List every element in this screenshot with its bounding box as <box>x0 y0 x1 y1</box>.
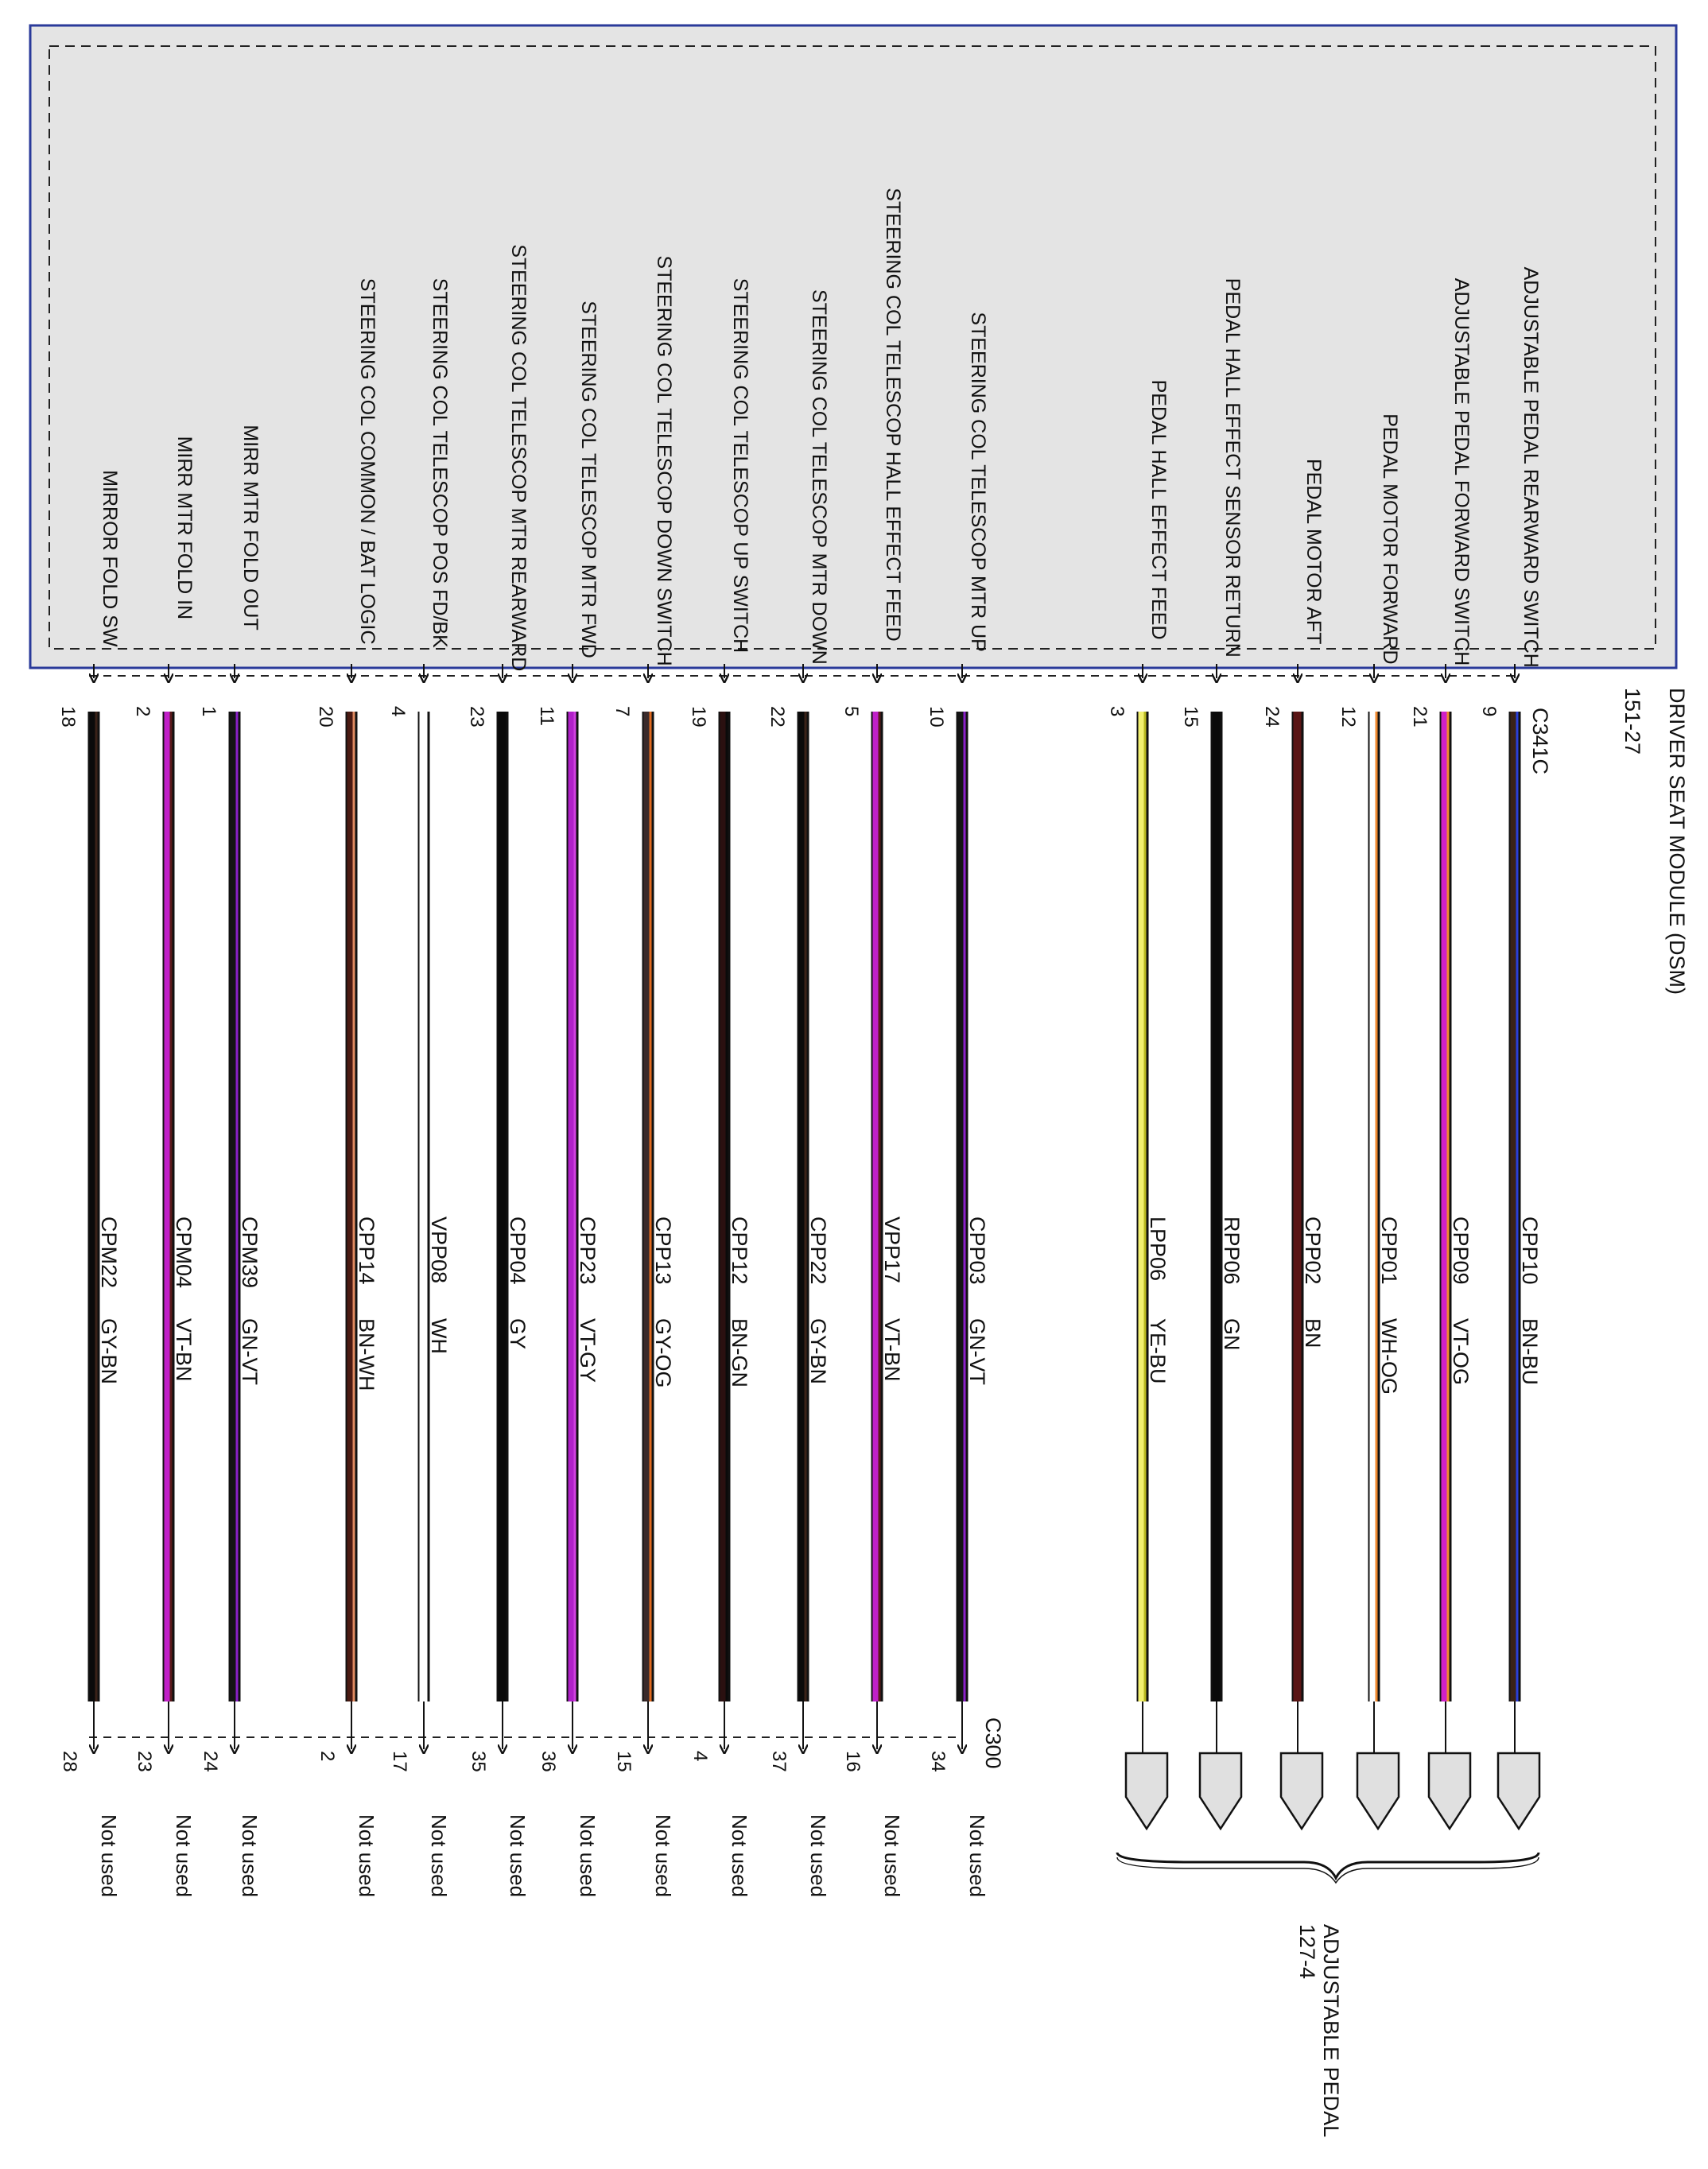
wire-pin-group <box>1180 706 1201 728</box>
wire-c300-pin: 23 <box>134 1751 155 1772</box>
wire-c300-pin-group <box>389 1751 410 1772</box>
wire-color: VT-GY <box>576 1318 600 1383</box>
wire-status: Not used <box>806 1814 830 1898</box>
wire-pin-group <box>1478 706 1500 716</box>
wire-code: CPM39 <box>238 1216 262 1289</box>
wire-code: VPP17 <box>880 1216 904 1284</box>
wire-color: GN-VT <box>238 1318 262 1385</box>
wire-label: PEDAL HALL EFFECT FEED <box>1147 379 1170 640</box>
wire-c300-pin: 4 <box>689 1751 711 1762</box>
wire-label-group <box>173 437 196 620</box>
wire-color-group <box>172 1318 196 1382</box>
wire-color: BN-WH <box>355 1318 378 1391</box>
wire-pin-group <box>926 706 947 728</box>
wire-label-group <box>239 425 262 630</box>
wire-code: CPP12 <box>728 1216 751 1285</box>
wire-status-group <box>238 1814 262 1897</box>
wire-status-group <box>172 1814 196 1897</box>
wire-code-group <box>1220 1216 1244 1285</box>
wire-pin: 1 <box>198 706 219 717</box>
wire-pin-group <box>767 706 788 728</box>
wire-color-group <box>427 1318 451 1354</box>
wire-pin: 3 <box>1106 706 1128 717</box>
wire-status-group <box>806 1814 830 1897</box>
wire-color: GY-OG <box>651 1318 675 1388</box>
wire-label-group <box>429 278 451 648</box>
wire-pin: 10 <box>926 706 947 728</box>
wire-status: Not used <box>172 1814 196 1898</box>
wire-color: BN-BU <box>1518 1318 1542 1386</box>
wire-label-group <box>577 301 600 658</box>
wire-color-group <box>1220 1318 1244 1351</box>
wire-color: GY-BN <box>97 1318 121 1385</box>
pedal-title: ADJUSTABLE PEDAL <box>1319 1924 1343 2138</box>
wire-label: MIRROR FOLD SW <box>99 470 121 647</box>
wire-pin-group <box>688 706 709 728</box>
wire-label: STEERING COL TELESCOP POS FD/BK <box>429 277 451 648</box>
wire-code-group <box>806 1216 830 1285</box>
wire-color-group <box>1377 1318 1401 1395</box>
module-title: DRIVER SEAT MODULE (DSM) <box>1665 688 1689 995</box>
wire-label: PEDAL HALL EFFECT SENSOR RETURN <box>1221 277 1244 658</box>
wire-label: STEERING COL TELESCOP MTR DOWN <box>808 289 830 665</box>
wire-code-group <box>1518 1216 1542 1285</box>
wire-status-group <box>880 1814 904 1897</box>
wire-color: WH-OG <box>1377 1318 1401 1395</box>
pedal-terminal <box>1498 1753 1539 1829</box>
wire-code-group <box>1301 1216 1325 1285</box>
wire-label: MIRR MTR FOLD IN <box>173 436 196 620</box>
wire-label-group <box>356 278 378 645</box>
wire-c300-pin-group <box>842 1751 864 1772</box>
wire-color-group <box>576 1318 600 1383</box>
wire-code-group <box>172 1216 196 1288</box>
wire-code-group <box>728 1216 751 1285</box>
wire-code: CPP09 <box>1449 1216 1473 1285</box>
wire-code-group <box>965 1216 989 1285</box>
pedal-terminal <box>1281 1753 1322 1829</box>
wire-color: BN-GN <box>728 1318 751 1387</box>
wire-label-group <box>1450 278 1473 666</box>
wire-code: CPP04 <box>506 1216 530 1285</box>
wire-c300-pin: 17 <box>389 1751 410 1772</box>
wire-status: Not used <box>880 1814 904 1898</box>
wire-pin-group <box>466 706 487 728</box>
wire-code-group <box>576 1216 600 1285</box>
wire-status-group <box>427 1814 451 1897</box>
wire-code: CPP23 <box>576 1216 600 1285</box>
module-connector: C341C <box>1528 708 1552 775</box>
wire-label: STEERING COL TELESCOP MTR REARWARD <box>507 244 530 672</box>
wire-label-group <box>808 289 830 665</box>
wire-label-group <box>729 278 751 653</box>
wire-code: CPP01 <box>1377 1216 1401 1285</box>
wire-color-group <box>238 1318 262 1385</box>
wire-status-group <box>506 1814 530 1897</box>
wire-c300-pin-group <box>927 1751 949 1772</box>
wire-c300-pin: 35 <box>468 1751 489 1772</box>
wire-code: VPP08 <box>427 1216 451 1284</box>
c300-label: C300 <box>981 1717 1005 1769</box>
wire-c300-pin: 37 <box>768 1751 790 1772</box>
wire-label: STEERING COL TELESCOP MTR UP <box>967 312 989 652</box>
wire-color: GN <box>1220 1318 1244 1351</box>
wire-status: Not used <box>651 1814 675 1898</box>
wire-code: CPP02 <box>1301 1216 1325 1285</box>
wire-pin: 18 <box>57 706 79 728</box>
wire-label-group <box>882 188 904 642</box>
wire-color: VT-BN <box>880 1318 904 1382</box>
wire-code: CPP14 <box>355 1216 378 1285</box>
wire-code-group <box>427 1216 451 1283</box>
wire-code-group <box>1146 1216 1170 1281</box>
wire-code-group <box>1449 1216 1473 1285</box>
wire-color: VT-OG <box>1449 1318 1473 1386</box>
wire-pin: 20 <box>315 706 336 728</box>
wire-pin-group <box>1409 706 1430 728</box>
wire-c300-pin: 15 <box>613 1751 635 1772</box>
wire-pin: 7 <box>611 706 633 717</box>
wire-c300-pin-group <box>468 1751 489 1772</box>
wire-pin: 23 <box>466 706 487 728</box>
module-box <box>30 25 1676 668</box>
wire-color-group <box>355 1318 378 1391</box>
pedal-terminal <box>1200 1753 1241 1829</box>
wire-color-group <box>651 1318 675 1388</box>
module-title-group <box>1621 688 1689 995</box>
wire-label-group <box>1379 413 1401 664</box>
wire-c300-pin-group <box>538 1751 559 1772</box>
wire-code: RPP06 <box>1220 1216 1244 1285</box>
wire-pin-group <box>198 706 219 716</box>
wire-label-group <box>507 244 530 671</box>
wire-label-group <box>1221 278 1244 658</box>
wire-color-group <box>728 1318 751 1387</box>
wire-label: STEERING COL TELESCOP DOWN SWITCH <box>653 255 675 666</box>
wire-pin: 11 <box>536 706 557 726</box>
wire-pin-group <box>315 706 336 728</box>
wire-color: GY-BN <box>806 1318 830 1385</box>
wire-c300-pin: 36 <box>538 1751 559 1772</box>
wire-pin-group <box>840 706 862 716</box>
wire-c300-pin-group <box>689 1751 711 1761</box>
wire-pin: 22 <box>767 706 788 728</box>
wire-pin-group <box>132 706 153 716</box>
wire-label: ADJUSTABLE PEDAL FORWARD SWITCH <box>1450 277 1473 666</box>
wire-color-group <box>97 1318 121 1384</box>
wire-code: CPP10 <box>1518 1216 1542 1285</box>
wire-color: BN <box>1301 1318 1325 1348</box>
wire-code-group <box>506 1216 530 1285</box>
wire-pin-group <box>536 706 557 726</box>
wire-pin: 5 <box>840 706 862 717</box>
wire-status: Not used <box>576 1814 600 1898</box>
wire-pin: 4 <box>387 706 409 717</box>
wire-pin-group <box>1106 706 1128 716</box>
wire-status-group <box>576 1814 600 1897</box>
wire-color: VT-BN <box>172 1318 196 1382</box>
wire-color: GY <box>506 1318 530 1350</box>
wire-status: Not used <box>506 1814 530 1898</box>
wire-pin-group <box>1337 706 1359 728</box>
wire-status: Not used <box>728 1814 751 1898</box>
wire-c300-pin-group <box>134 1751 155 1772</box>
wire-code-group <box>238 1216 262 1288</box>
wire-color: GN-VT <box>965 1318 989 1385</box>
wire-label: STEERING COL TELESCOP UP SWITCH <box>729 277 751 654</box>
wire-color-group <box>806 1318 830 1384</box>
wire-label-group <box>1520 267 1542 668</box>
wire-pin-group <box>611 706 633 716</box>
wire-c300-pin: 34 <box>927 1751 949 1772</box>
wire-c300-pin: 28 <box>59 1751 80 1772</box>
pedal-terminal <box>1357 1753 1399 1829</box>
wire-code: CPP13 <box>651 1216 675 1285</box>
wire-status-group <box>728 1814 751 1897</box>
wire-c300-pin: 16 <box>842 1751 864 1772</box>
wire-label: STEERING COL TELESCOP HALL EFFECT FEED <box>882 188 904 642</box>
pedal-terminal <box>1429 1753 1470 1829</box>
wire-c300-pin: 2 <box>316 1751 338 1762</box>
wire-label: PEDAL MOTOR FORWARD <box>1379 413 1401 665</box>
wire-code: CPP22 <box>806 1216 830 1285</box>
wire-code-group <box>651 1216 675 1285</box>
wire-pin-group <box>1261 706 1283 728</box>
wire-color: YE-BU <box>1146 1318 1170 1384</box>
wire-label-group <box>967 312 989 651</box>
wire-c300-pin: 24 <box>200 1751 221 1772</box>
wire-color-group <box>506 1318 530 1349</box>
wire-status: Not used <box>238 1814 262 1898</box>
wire-pin: 21 <box>1409 706 1430 728</box>
wire-pin: 15 <box>1180 706 1201 728</box>
wire-code: LPP06 <box>1146 1216 1170 1282</box>
wire-code: CPP03 <box>965 1216 989 1285</box>
wire-status-group <box>355 1814 378 1897</box>
wire-code: CPM04 <box>172 1216 196 1289</box>
pedal-title-group <box>1295 1924 1343 2137</box>
module-connector-group <box>1528 708 1552 774</box>
wire-status: Not used <box>355 1814 378 1898</box>
wire-label-group <box>1302 459 1325 644</box>
wire-status: Not used <box>427 1814 451 1898</box>
module-ref: 151-27 <box>1621 688 1644 755</box>
wire-code-group <box>355 1216 378 1285</box>
wire-label: STEERING COL COMMON / BAT LOGIC <box>356 277 378 645</box>
wire-color-group <box>1449 1318 1473 1385</box>
wire-pin: 19 <box>688 706 709 728</box>
wire-code-group <box>880 1216 904 1283</box>
wire-code: CPM22 <box>97 1216 121 1289</box>
wire-label: ADJUSTABLE PEDAL REARWARD SWITCH <box>1520 266 1542 668</box>
wire-pin: 9 <box>1478 706 1500 717</box>
wire-c300-pin-group <box>59 1751 80 1772</box>
wire-color-group <box>1146 1318 1170 1384</box>
wire-status: Not used <box>965 1814 989 1898</box>
wire-label-group <box>653 255 675 665</box>
wire-status-group <box>651 1814 675 1897</box>
pedal-ref: 127-4 <box>1295 1924 1319 1980</box>
wire-code-group <box>97 1216 121 1288</box>
wire-c300-pin-group <box>613 1751 635 1772</box>
wire-status-group <box>965 1814 989 1897</box>
wire-color-group <box>1301 1318 1325 1348</box>
wire-c300-pin-group <box>316 1751 338 1761</box>
wire-label-group <box>1147 380 1170 640</box>
wire-pin: 2 <box>132 706 153 717</box>
wire-color: WH <box>427 1318 451 1354</box>
wire-c300-pin-group <box>200 1751 221 1772</box>
wire-color-group <box>965 1318 989 1385</box>
wire-status: Not used <box>97 1814 121 1898</box>
wire-label: PEDAL MOTOR AFT <box>1302 459 1325 645</box>
pedal-terminal <box>1126 1753 1167 1829</box>
wire-label: MIRR MTR FOLD OUT <box>239 425 262 631</box>
wire-pin: 24 <box>1261 706 1283 728</box>
wire-color-group <box>880 1318 904 1382</box>
wire-pin: 12 <box>1337 706 1359 728</box>
wire-color-group <box>1518 1318 1542 1385</box>
wire-label: STEERING COL TELESCOP MTR FWD <box>577 301 600 658</box>
wire-code-group <box>1377 1216 1401 1285</box>
wire-label-group <box>99 470 121 647</box>
wire-c300-pin-group <box>768 1751 790 1772</box>
wire-pin-group <box>57 706 79 728</box>
c300-label-group <box>981 1717 1005 1769</box>
wire-pin-group <box>387 706 409 716</box>
wire-status-group <box>97 1814 121 1897</box>
